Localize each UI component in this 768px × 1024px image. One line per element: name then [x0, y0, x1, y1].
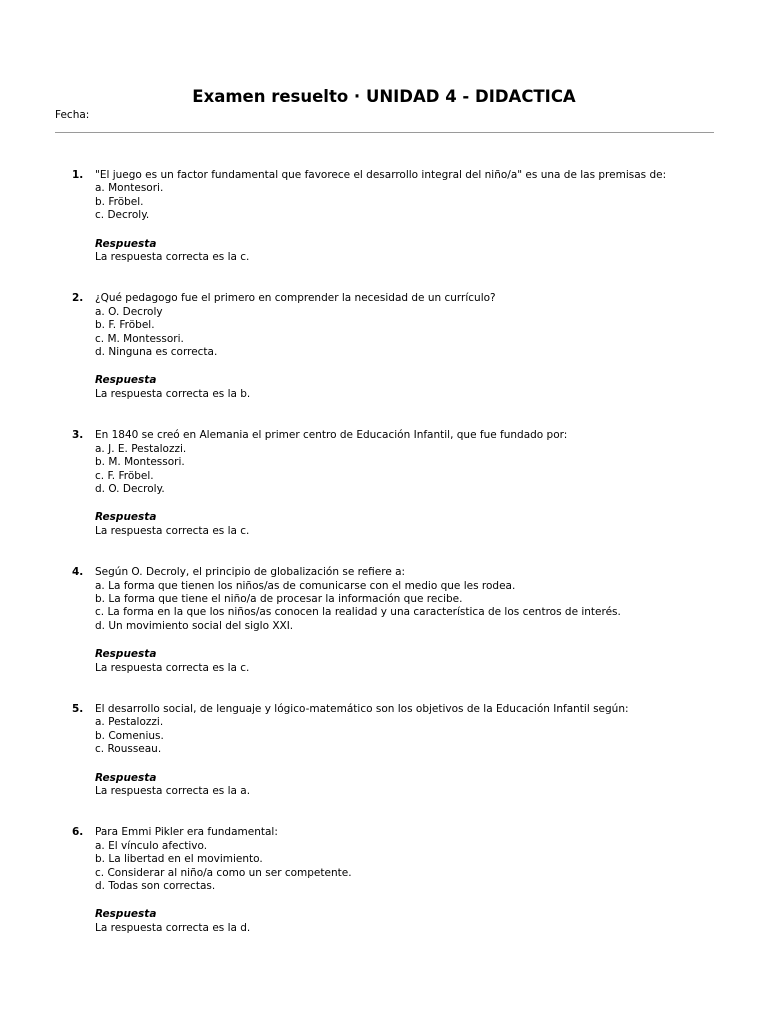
- answer-label: Respuesta: [95, 374, 157, 387]
- question-list: [0, 169, 768, 963]
- option-list: [95, 306, 768, 360]
- option-item: c. Decroly.: [95, 209, 150, 222]
- answer-block: [95, 648, 768, 675]
- question-text: ¿Qué pedagogo fue el primero en comprender la necesidad de un currículo?: [95, 292, 496, 305]
- option-list: [95, 182, 768, 222]
- question-text: En 1840 se creó en Alemania el primer centro de Educación Infantil, que fue fundado por:: [95, 429, 568, 442]
- question-number: 3.: [72, 429, 84, 442]
- option-item: c. M. Montessori.: [95, 332, 184, 345]
- answer-text: La respuesta correcta es la b.: [95, 387, 251, 400]
- page-title: Examen resuelto · UNIDAD 4 - DIDACTICA: [192, 87, 576, 106]
- option-list: [95, 716, 768, 756]
- answer-text: La respuesta correcta es la d.: [95, 921, 251, 934]
- answer-label: Respuesta: [95, 908, 157, 921]
- option-item: d. O. Decroly.: [95, 482, 165, 495]
- answer-block: [95, 511, 768, 538]
- option-list: [95, 840, 768, 894]
- answer-text: La respuesta correcta es la c.: [95, 524, 250, 537]
- question-text: Para Emmi Pikler era fundamental:: [95, 826, 278, 839]
- answer-block: [95, 908, 768, 935]
- question-text: Según O. Decroly, el principio de globalización se refiere a:: [95, 566, 406, 579]
- question-item: [0, 429, 768, 538]
- question-number: 4.: [72, 566, 84, 579]
- option-item: a. La forma que tienen los niños/as de comunicarse con el medio que les rodea.: [95, 579, 516, 592]
- question-item: [0, 826, 768, 935]
- option-list: [95, 580, 768, 634]
- answer-label: Respuesta: [95, 771, 157, 784]
- answer-label: Respuesta: [95, 511, 157, 524]
- answer-block: [95, 374, 768, 401]
- question-item: [0, 169, 768, 264]
- option-item: c. La forma en la que los niños/as conocen la realidad y una característica de los centros de interés.: [95, 606, 621, 619]
- header-divider: [55, 132, 714, 133]
- question-number: 1.: [72, 169, 84, 181]
- option-item: b. Comenius.: [95, 729, 164, 742]
- option-item: a. O. Decroly: [95, 305, 163, 318]
- option-item: a. Pestalozzi.: [95, 716, 164, 729]
- option-item: a. El vínculo afectivo.: [95, 839, 208, 852]
- option-item: b. Fröbel.: [95, 195, 144, 208]
- option-item: d. Un movimiento social del siglo XXI.: [95, 619, 294, 632]
- option-item: a. J. E. Pestalozzi.: [95, 442, 187, 455]
- option-item: c. Rousseau.: [95, 743, 162, 756]
- answer-text: La respuesta correcta es la c.: [95, 661, 250, 674]
- option-item: d. Todas son correctas.: [95, 880, 216, 893]
- question-text: El desarrollo social, de lenguaje y lógico-matemático son los objetivos de la Educación Infantil según:: [95, 702, 629, 715]
- question-text: "El juego es un factor fundamental que favorece el desarrollo integral del niño/a" es una de las premisas de:: [95, 169, 667, 181]
- option-item: d. Ninguna es correcta.: [95, 346, 218, 359]
- option-item: c. F. Fröbel.: [95, 469, 154, 482]
- option-item: b. M. Montessori.: [95, 456, 185, 469]
- option-item: b. La forma que tiene el niño/a de procesar la información que recibe.: [95, 592, 463, 605]
- option-list: [95, 443, 768, 497]
- question-item: [0, 292, 768, 401]
- answer-label: Respuesta: [95, 237, 157, 250]
- answer-label: Respuesta: [95, 648, 157, 661]
- question-number: 5.: [72, 702, 84, 715]
- question-number: 2.: [72, 292, 84, 305]
- question-item: [0, 703, 768, 798]
- answer-block: [95, 772, 768, 799]
- answer-text: La respuesta correcta es la c.: [95, 251, 250, 264]
- option-item: b. La libertad en el movimiento.: [95, 853, 263, 866]
- option-item: c. Considerar al niño/a como un ser competente.: [95, 866, 352, 879]
- question-item: [0, 566, 768, 675]
- question-number: 6.: [72, 826, 84, 839]
- date-label: Fecha:: [55, 109, 90, 121]
- answer-text: La respuesta correcta es la a.: [95, 785, 251, 797]
- answer-block: [95, 238, 768, 265]
- option-item: a. Montesori.: [95, 182, 164, 195]
- option-item: b. F. Fröbel.: [95, 319, 155, 332]
